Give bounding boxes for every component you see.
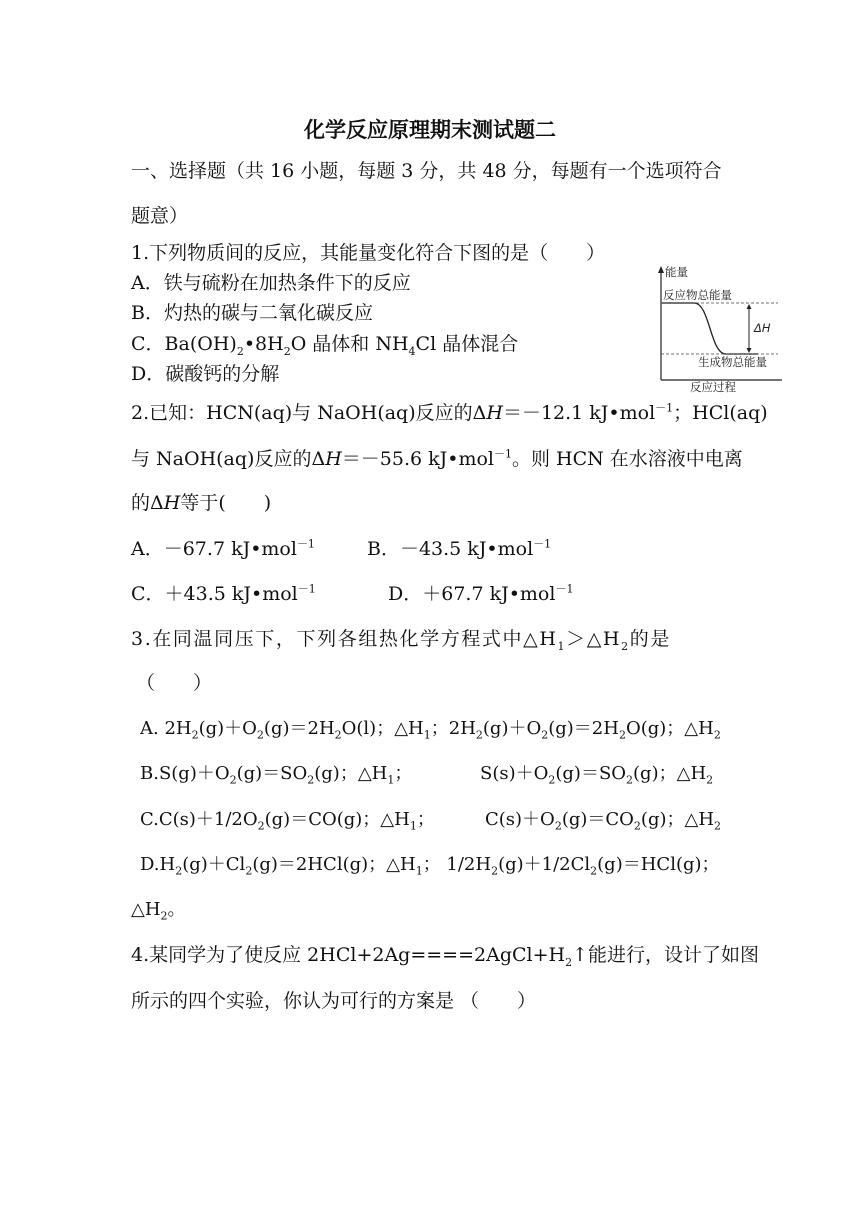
q3-option-b-eq1: $B.S(g)+O_2(g)=SO_2(g)$；$\triangle H_1$； <box>140 763 413 787</box>
page-title: 化学反应原理期末测试题二 <box>304 117 556 142</box>
q3-option-a: A. $2H_2(g)+O_2(g)=2H_2O(l)$；$\triangle H_1$；$2H_2(g)+O_2(g)=2H_2O(g)$；$\triangle H_2$ <box>140 718 721 742</box>
section-heading: 一、选择题（共 16 小题，每题 3 分，共 48 分，每题有一个选项符合 <box>131 160 722 182</box>
y-axis-label: 能量 <box>665 265 688 279</box>
q4-stem-line1: 4.某同学为了使反应 $2HCl+2Ag====2AgCl+H_2↑$能进行，设计了如图 <box>131 944 760 969</box>
q4-stem-line2: 所示的四个实验，你认为可行的方案是 （ ） <box>131 990 537 1012</box>
q2-option-b: B．－43.5 kJ•mol$^{-1}$ <box>367 537 552 560</box>
q2-option-d: D．＋67.7 kJ•mol$^{-1}$ <box>388 582 574 605</box>
energy-curve <box>662 303 758 354</box>
section-heading-cont: 题意） <box>131 205 189 227</box>
delta-h-label: ΔH <box>754 321 771 335</box>
q3-option-c-eq2: $C(s)+O_2(g)=CO_2(g)$；$\triangle H_2$ <box>485 809 722 833</box>
q3-option-c-eq1: $C.C(s)+1/2O_2(g)=CO(g)$；$\triangle H_1$； <box>140 809 435 833</box>
q1-option-b: B．灼热的碳与二氧化碳反应 <box>131 302 373 324</box>
q2-option-c: C．＋43.5 kJ•mol$^{-1}$ <box>131 582 316 605</box>
energy-diagram <box>648 262 788 394</box>
q3-option-d-cont: $\triangle H_2$。 <box>131 899 186 923</box>
q1-option-d: D．碳酸钙的分解 <box>131 363 280 385</box>
q2-stem-line1: 2.已知：HCN(aq)与 NaOH(aq)反应的ΔH＝－12.1 kJ•mol$^{-1}$；HCl(aq) <box>131 401 768 424</box>
q1-stem: 1.下列物质间的反应，其能量变化符合下图的是（ ） <box>131 242 606 264</box>
q1-option-a: A．铁与硫粉在加热条件下的反应 <box>131 272 411 294</box>
reactant-energy-label: 反应物总能量 <box>663 288 732 302</box>
q2-stem-line3: 的ΔH等于( ) <box>131 492 272 514</box>
q1-option-c: C．$Ba(OH)_2•8H_2O$ 晶体和 $NH_4Cl$ 晶体混合 <box>131 333 519 358</box>
q3-option-d: $D.H_2(g)+Cl_2(g)=2HCl(g)$；$\triangle H_1$； $1/2H_2(g)+1/2Cl_2(g)=HCl(g)$； <box>140 854 720 878</box>
y-axis-arrow <box>658 266 664 273</box>
q2-option-a: A．－67.7 kJ•mol$^{-1}$ <box>131 537 315 560</box>
q3-paren: （ ） <box>136 672 213 694</box>
q3-option-b-eq2: $S(s)+O_2(g)=SO_2(g)$；$\triangle H_2$ <box>480 763 714 787</box>
q2-stem-line2: 与 NaOH(aq)反应的ΔH＝－55.6 kJ•mol$^{-1}$。则 HCN 在水溶液中电离 <box>131 447 743 470</box>
x-axis-label: 反应过程 <box>690 380 736 394</box>
q3-stem: 3.在同温同压下，下列各组热化学方程式中$\triangle H_1>\triangle H_2$的是 <box>131 628 671 653</box>
product-energy-label: 生成物总能量 <box>698 355 767 369</box>
